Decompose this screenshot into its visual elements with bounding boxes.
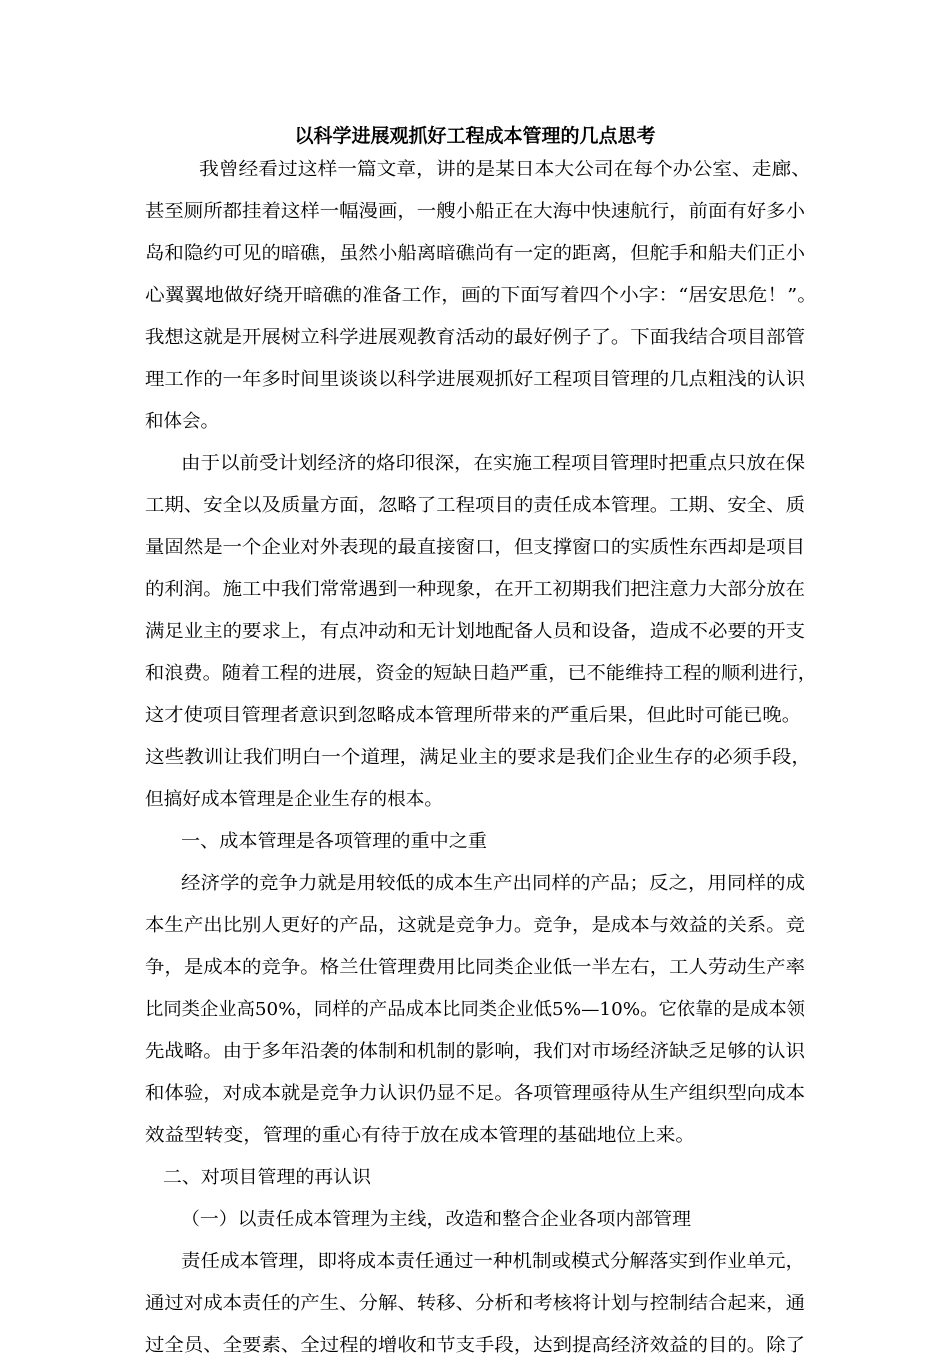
body-line: 量固然是一个企业对外表现的最直接窗口，但支撑窗口的实质性东西却是项目 xyxy=(145,537,805,558)
body-line: 由于以前受计划经济的烙印很深，在实施工程项目管理时把重点只放在保 xyxy=(181,453,805,474)
subsection-heading: （一）以责任成本管理为主线，改造和整合企业各项内部管理 xyxy=(181,1209,691,1230)
body-line: 和体验，对成本就是竞争力认识仍显不足。各项管理亟待从生产组织型向成本 xyxy=(145,1083,805,1104)
body-line: 责任成本管理，即将成本责任通过一种机制或模式分解落实到作业单元， xyxy=(181,1251,805,1272)
body-line: 甚至厕所都挂着这样一幅漫画，一艘小船正在大海中快速航行，前面有好多小 xyxy=(145,201,805,222)
body-line: 我曾经看过这样一篇文章，讲的是某日本大公司在每个办公室、走廊、 xyxy=(199,159,811,180)
body-line: 满足业主的要求上，有点冲动和无计划地配备人员和设备，造成不必要的开支 xyxy=(145,621,805,642)
body-line: 比同类企业高50%，同样的产品成本比同类企业低5%—10%。它依靠的是成本领 xyxy=(145,999,805,1020)
body-line: 和浪费。随着工程的进展，资金的短缺日趋严重，已不能维持工程的顺利进行， xyxy=(145,663,818,684)
section-heading: 二、对项目管理的再认识 xyxy=(163,1167,371,1188)
body-line: 过全员、全要素、全过程的增收和节支手段，达到提高经济效益的目的。除了 xyxy=(145,1335,805,1356)
body-line: 岛和隐约可见的暗礁，虽然小船离暗礁尚有一定的距离，但舵手和船夫们正小 xyxy=(145,243,805,264)
body-line: 这些教训让我们明白一个道理，满足业主的要求是我们企业生存的必须手段， xyxy=(145,747,811,768)
body-line: 这才使项目管理者意识到忽略成本管理所带来的严重后果，但此时可能已晚。 xyxy=(145,705,802,726)
body-line: 但搞好成本管理是企业生存的根本。 xyxy=(145,789,443,810)
section-heading: 一、成本管理是各项管理的重中之重 xyxy=(181,831,487,852)
body-line: 和体会。 xyxy=(145,411,219,432)
body-line: 争，是成本的竞争。格兰仕管理费用比同类企业低一半左右，工人劳动生产率 xyxy=(145,957,805,978)
body-line: 本生产出比别人更好的产品，这就是竞争力。竞争，是成本与效益的关系。竞 xyxy=(145,915,805,936)
body-line: 我想这就是开展树立科学进展观教育活动的最好例子了。下面我结合项目部管 xyxy=(145,327,805,348)
body-line: 先战略。由于多年沿袭的体制和机制的影响，我们对市场经济缺乏足够的认识 xyxy=(145,1041,805,1062)
document-title: 以科学进展观抓好工程成本管理的几点思考 xyxy=(294,125,656,147)
body-line: 经济学的竞争力就是用较低的成本生产出同样的产品；反之，用同样的成 xyxy=(181,873,805,894)
body-line: 的利润。施工中我们常常遇到一种现象，在开工初期我们把注意力大部分放在 xyxy=(145,579,805,600)
body-line: 通过对成本责任的产生、分解、转移、分析和考核将计划与控制结合起来，通 xyxy=(145,1293,805,1314)
body-line: 效益型转变，管理的重心有待于放在成本管理的基础地位上来。 xyxy=(145,1125,695,1146)
body-line: 心翼翼地做好绕开暗礁的准备工作，画的下面写着四个小字：“居安思危！”。 xyxy=(145,285,817,306)
body-line: 理工作的一年多时间里谈谈以科学进展观抓好工程项目管理的几点粗浅的认识 xyxy=(145,369,805,390)
body-line: 工期、安全以及质量方面，忽略了工程项目的责任成本管理。工期、安全、质 xyxy=(145,495,805,516)
